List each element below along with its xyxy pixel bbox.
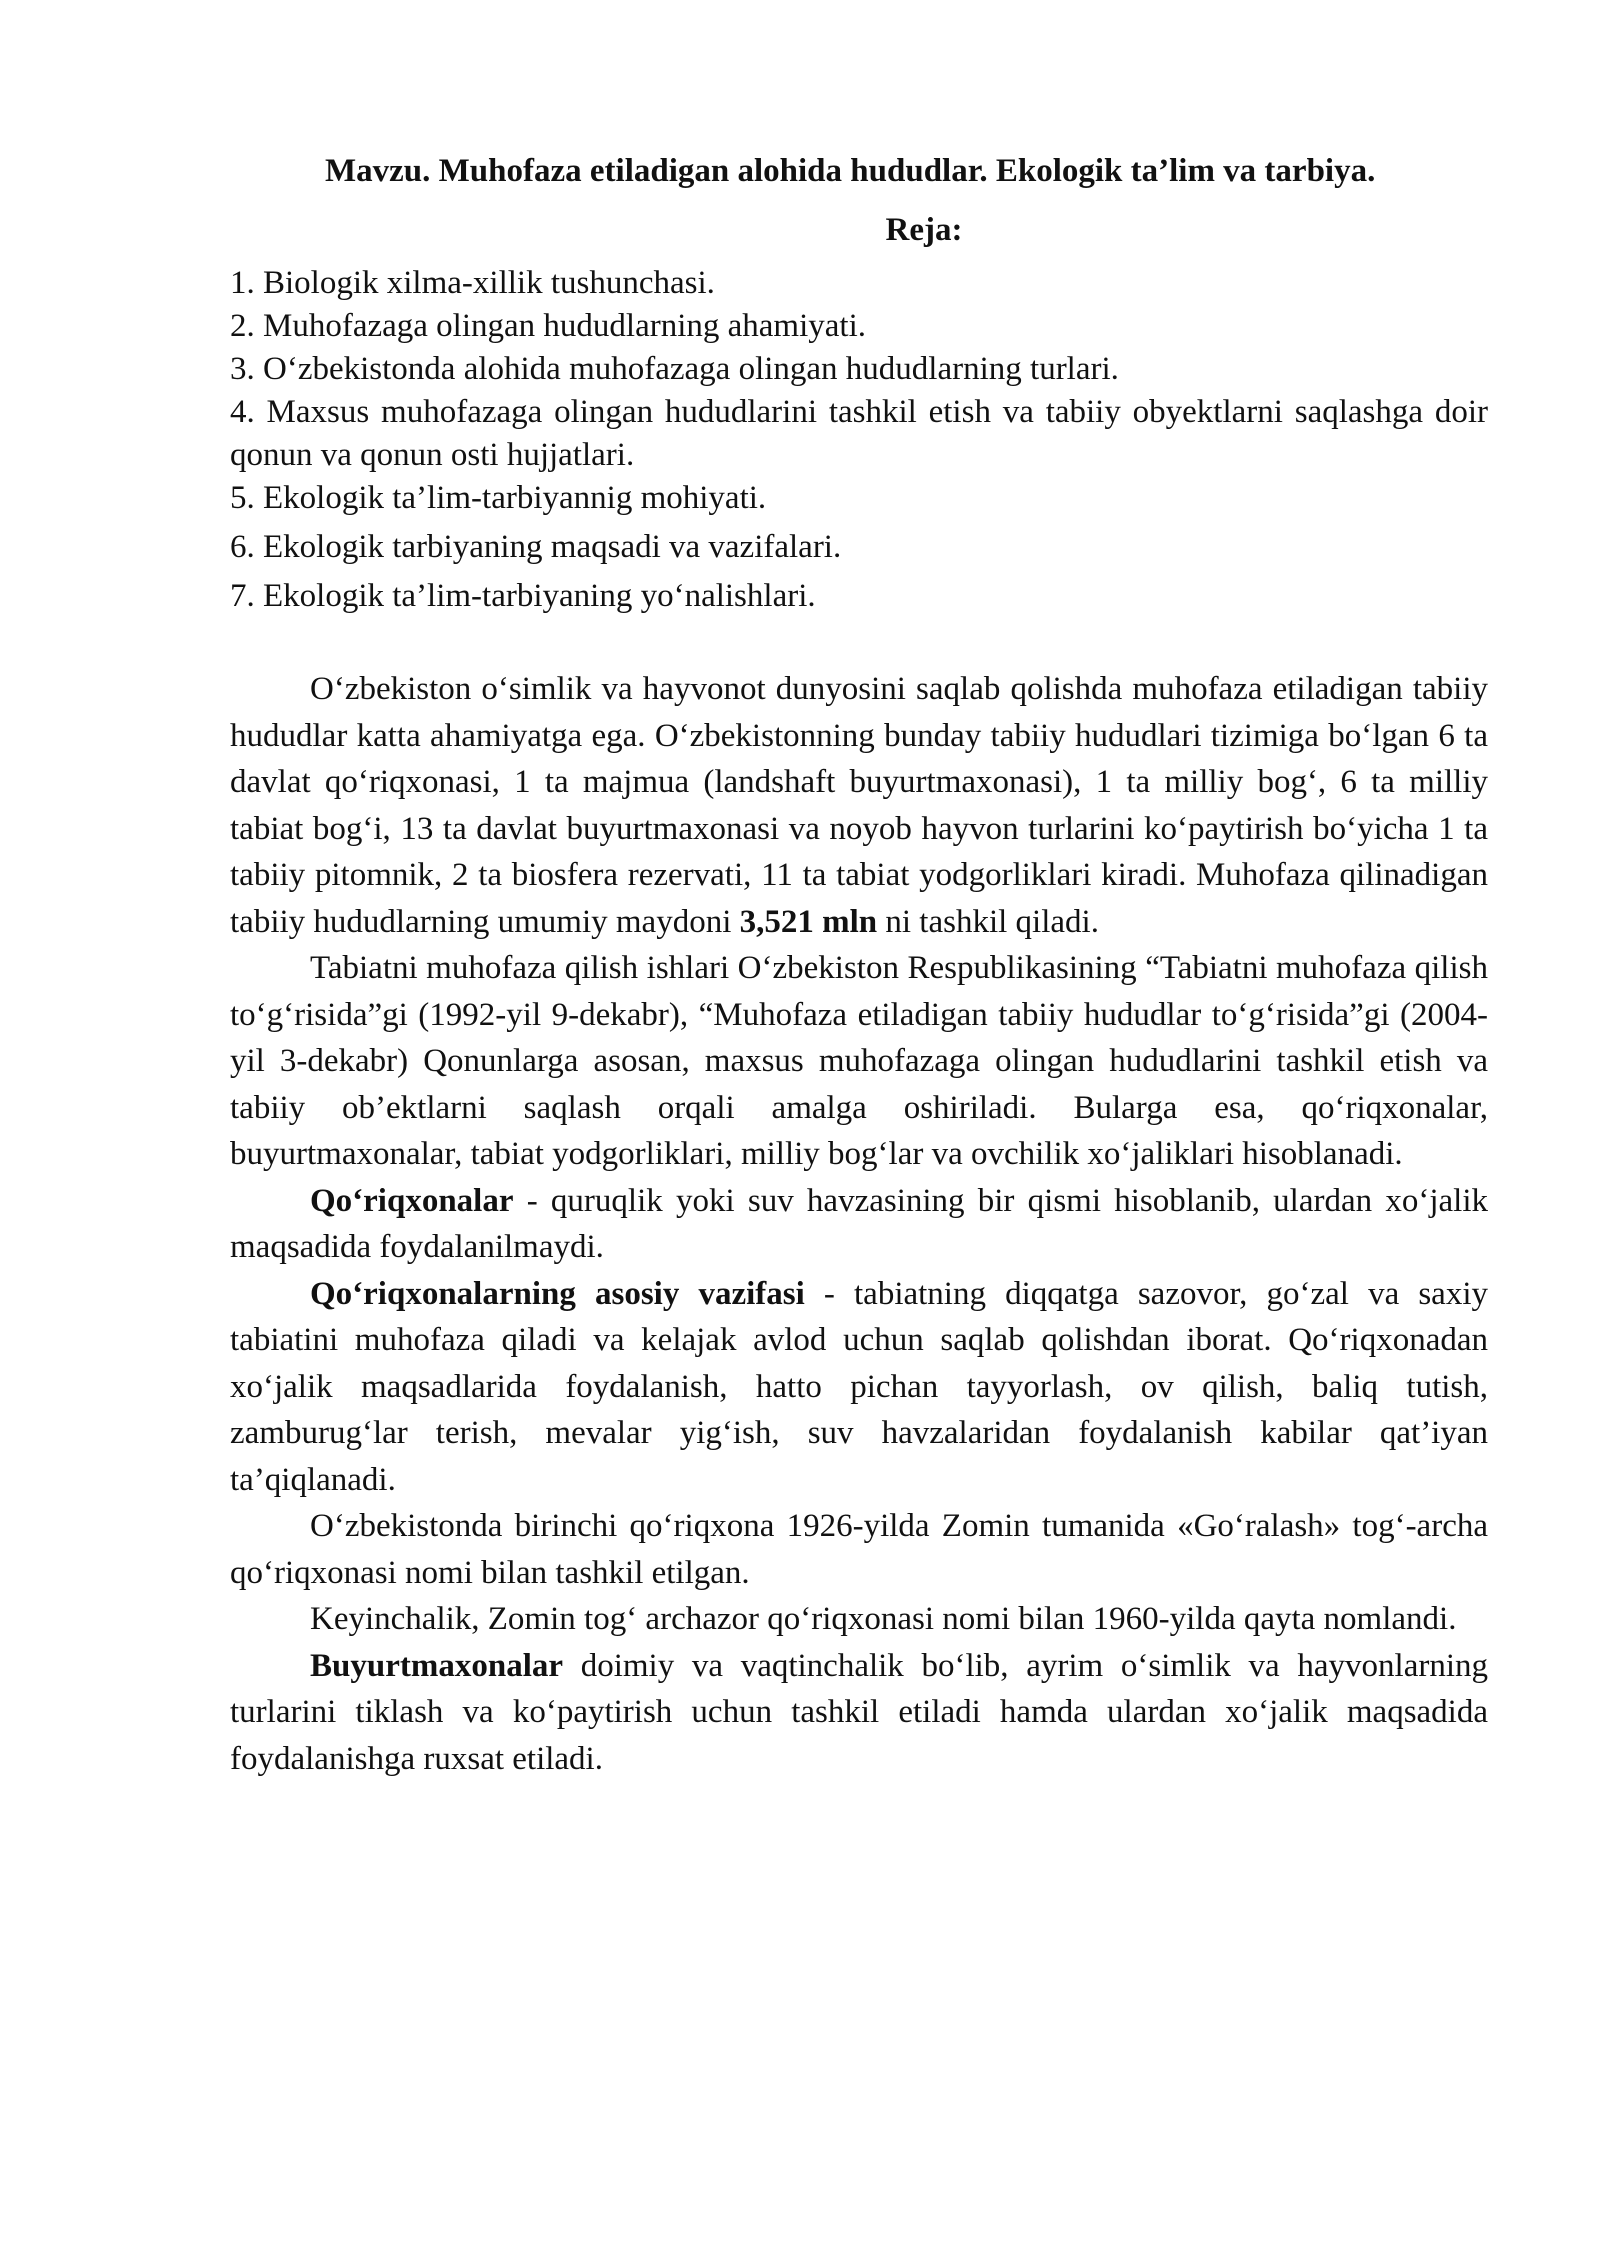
document-page	[230, 148, 1488, 1782]
paragraph-text: ni tashkil qiladi.	[877, 903, 1099, 940]
paragraph-text: O‘zbekiston o‘simlik va hayvonot dunyosini saqlab qolishda muhofaza etiladigan tabiiy hududlar katta ahamiyatga ega. O‘zbekistonning bunday tabiiy hududlari tizimiga bo‘lgan 6 ta davlat qo‘riqxonasi, 1 ta majmua (landshaft buyurtmaxonasi), 1 ta milliy bog‘, 6 ta milliy tabiat bog‘i, 13 ta davlat buyurtmaxonasi va noyob hayvon turlarini ko‘paytirish bo‘yicha 1 ta tabiiy pitomnik, 2 ta biosfera rezervati, 11 ta tabiat yodgorliklari kiradi. Muhofaza qilinadigan tabiiy hududlarning umumiy maydoni	[230, 671, 1488, 940]
paragraph-reserves-definition	[230, 1178, 1488, 1271]
term-reserves: Qo‘riqxonalar	[310, 1182, 514, 1219]
document-title: Mavzu. Muhofaza etiladigan alohida hududlar. Ekologik ta’lim va tarbiya.	[325, 153, 1376, 189]
paragraph-legislation: Tabiatni muhofaza qilish ishlari O‘zbekiston Respublikasining “Tabiatni muhofaza qilish to‘g‘risida”gi (1992-yil 9-dekabr), “Muhofaza etiladigan tabiiy hududlar to‘g‘risida”gi (2004-yil 3-dekabr) Qonunlarga asosan, maxsus muhofazaga olingan hududlarini tashkil etish va tabiiy ob’ektlarni saqlash orqali amalga oshiriladi. Bularga esa, qo‘riqxonalar, buyurtmaxonalar, tabiat yodgorliklari, milliy bog‘lar va ovchilik xo‘jaliklari hisoblanadi.	[230, 950, 1488, 1172]
term-reserves-task: Qo‘riqxonalarning asosiy vazifasi	[310, 1275, 805, 1312]
plan-item: 1. Biologik xilma-xillik tushunchasi.	[230, 265, 715, 301]
paragraph-reserves-task	[230, 1271, 1488, 1504]
paragraph-text: - tabiatning diqqatga sazovor, go‘zal va saxiy tabiatini muhofaza qiladi va kelajak avlod uchun saqlab qolishdan iborat. Qo‘riqxonadan xo‘jalik maqsadlarida foydalanish, hatto pichan tayyorlash, ov qilish, baliq tutish, zamburug‘lar terish, mevalar yig‘ish, suv havzalaridan foydalanish kabilar qat’iyan ta’qiqlanadi.	[230, 1275, 1488, 1498]
plan-item: 7. Ekologik ta’lim-tarbiyaning yo‘nalishlari.	[230, 578, 816, 614]
plan-heading: Reja:	[885, 212, 963, 248]
plan-item: 5. Ekologik ta’lim-tarbiyannig mohiyati.	[230, 480, 767, 516]
plan-item: 2. Muhofazaga olingan hududlarning ahamiyati.	[230, 308, 866, 344]
paragraph-renaming: Keyinchalik, Zomin tog‘ archazor qo‘riqxonasi nomi bilan 1960-yilda qayta nomlandi.	[310, 1601, 1457, 1637]
paragraph-protected-areas	[230, 666, 1488, 945]
plan-item: 3. O‘zbekistonda alohida muhofazaga olingan hududlarning turlari.	[230, 351, 1119, 387]
paragraph-sanctuaries	[230, 1643, 1488, 1783]
paragraph-first-reserve: O‘zbekistonda birinchi qo‘riqxona 1926-yilda Zomin tumanida «Go‘ralash» tog‘-archa qo‘riqxonasi nomi bilan tashkil etilgan.	[230, 1508, 1488, 1591]
paragraph-text: doimiy va vaqtinchalik bo‘lib, ayrim o‘simlik va hayvonlarning turlarini tiklash va ko‘paytirish uchun tashkil etiladi hamda ulardan xo‘jalik maqsadida foydalanishga ruxsat etiladi.	[230, 1647, 1488, 1777]
paragraph-text: - quruqlik yoki suv havzasining bir qismi hisoblanib, ulardan xo‘jalik maqsadida foydalanilmaydi.	[230, 1182, 1488, 1265]
plan-list	[230, 262, 1488, 618]
term-sanctuaries: Buyurtmaxonalar	[310, 1647, 564, 1684]
area-value: 3,521 mln	[739, 903, 878, 940]
body-text	[230, 666, 1488, 1782]
plan-item: 4. Maxsus muhofazaga olingan hududlarini tashkil etish va tabiiy obyektlarni saqlashga doir qonun va qonun osti hujjatlari.	[230, 394, 1488, 473]
plan-item: 6. Ekologik tarbiyaning maqsadi va vazifalari.	[230, 529, 842, 565]
